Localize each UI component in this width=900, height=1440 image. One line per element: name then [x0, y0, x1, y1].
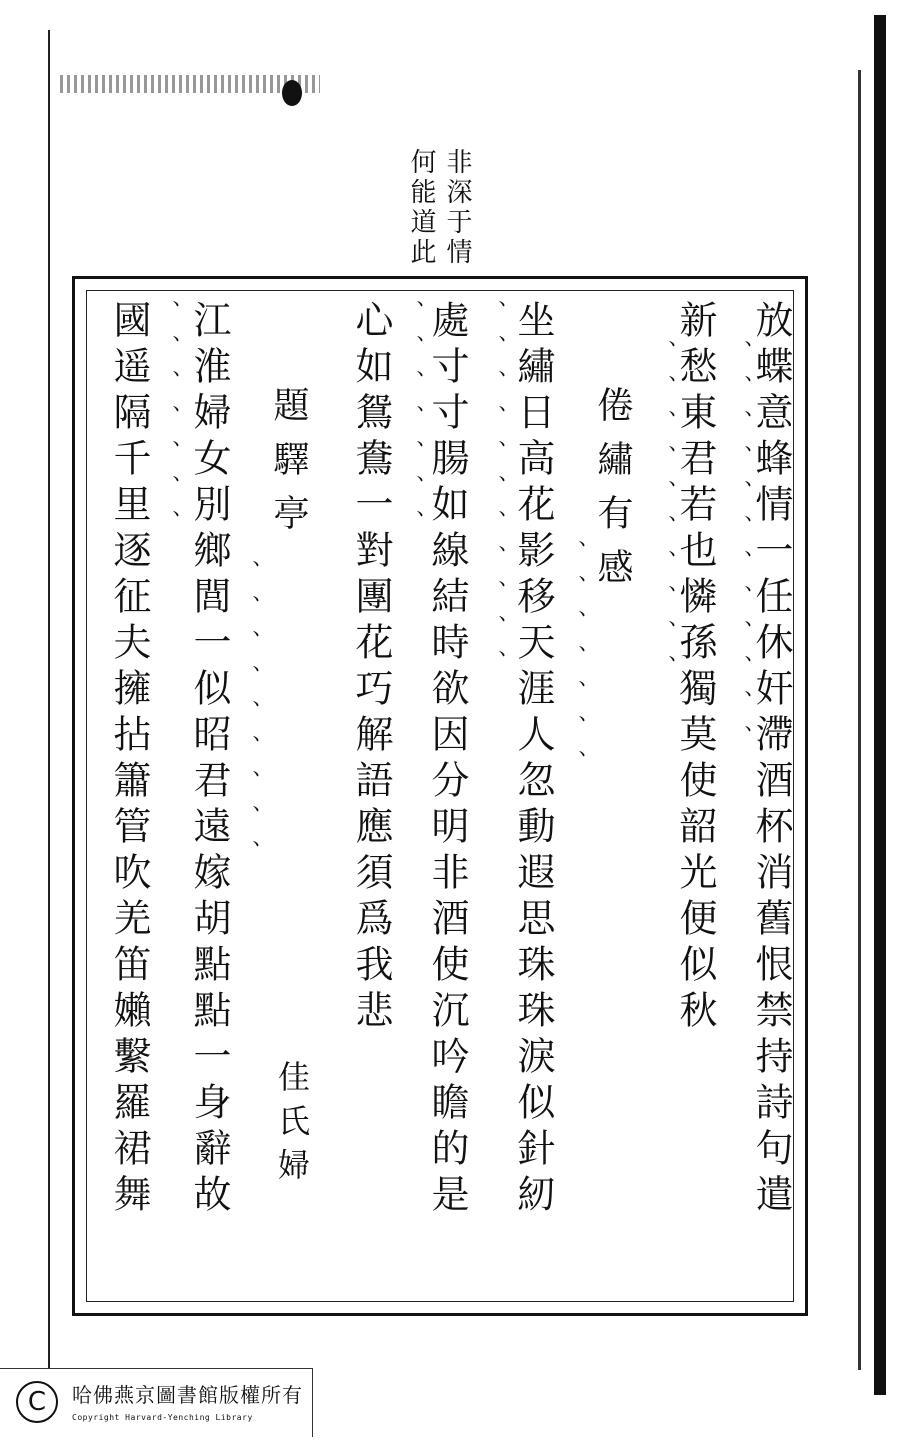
punctuation-marks-2: 、、、、、、、、、、 — [651, 340, 676, 701]
copyright-chinese: 哈佛燕京圖書館版權所有 — [72, 1383, 303, 1407]
poem-title-2: 題驛亭 — [268, 386, 309, 548]
margin-note-line-2: 何能道此 — [406, 148, 436, 268]
punctuation-marks-5: 、、、、、、、、、、、 — [481, 300, 506, 696]
margin-note-line-1: 非深于情 — [442, 148, 472, 268]
page-binding-shadow — [858, 70, 861, 1370]
scan-noise — [60, 75, 320, 93]
ink-blot — [282, 80, 302, 106]
text-column-1: 放蝶意蜂情一任休奸滯酒杯消舊恨禁持詩句遣 — [749, 300, 793, 1220]
text-column-6: 心如鴛鴦一對團花巧解語應須爲我悲 — [349, 300, 393, 1036]
poem-author: 佳氏婦 — [273, 1060, 311, 1192]
punctuation-marks-10: 、、、、、、、 — [155, 300, 180, 556]
page-binding-edge — [874, 15, 886, 1395]
poem-title-1: 倦繡有感 — [592, 386, 633, 602]
left-margin-rule — [48, 30, 50, 1370]
text-column-5: 處寸寸腸如線結時欲因分明非酒使沉吟瞻的是 — [425, 300, 469, 1220]
punctuation-marks-4: 、、、、、、、 — [561, 540, 586, 796]
copyright-footer — [0, 1368, 313, 1437]
punctuation-marks-6: 、、、、、、、 — [399, 300, 424, 556]
text-column-2: 新愁東君若也憐孫獨莫使韶光便似秋 — [673, 300, 717, 1036]
text-column-9: 江淮婦女別鄉閭一似昭君遠嫁胡點點一身辭故 — [187, 300, 231, 1220]
punctuation-marks-1: 、、、、、、、、、、、、 — [727, 340, 752, 771]
copyright-english: Copyright Harvard-Yenching Library — [72, 1413, 253, 1422]
text-column-4: 坐繡日高花影移天涯人忽動遐思珠珠淚似針紉 — [511, 300, 555, 1220]
punctuation-marks-9: 、、、、、、、、、 — [235, 560, 260, 886]
text-column-10: 國遥隔千里逐征夫擁拈簫管吹羌笛嬾繫羅裙舞 — [107, 300, 151, 1220]
copyright-icon: C — [16, 1381, 58, 1423]
